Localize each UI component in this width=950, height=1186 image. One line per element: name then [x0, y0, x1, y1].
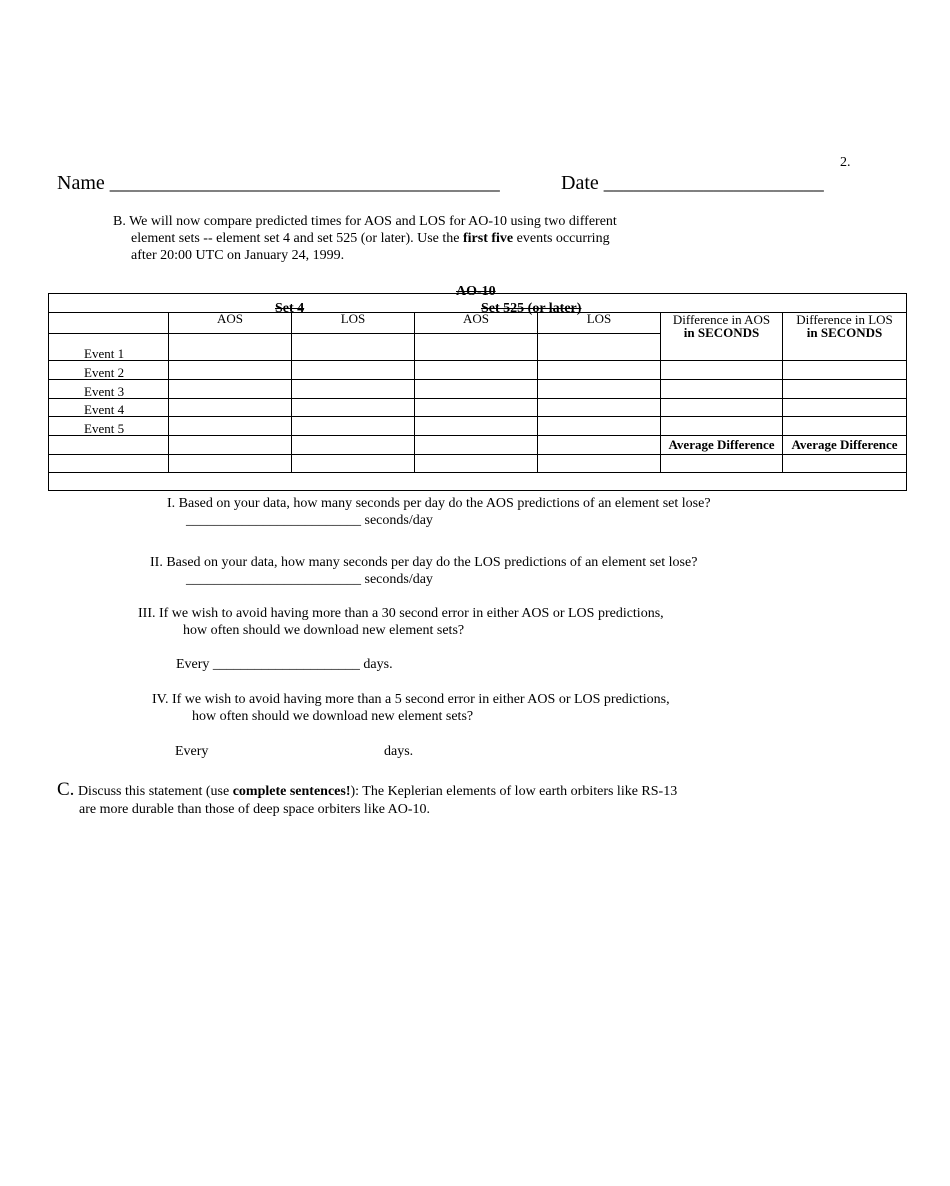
data-cell[interactable] [661, 417, 783, 436]
data-cell[interactable] [538, 399, 661, 417]
table-row [49, 417, 907, 436]
data-cell[interactable] [169, 399, 292, 417]
data-cell[interactable] [661, 380, 783, 399]
data-cell[interactable] [661, 399, 783, 417]
section-c-line1 [57, 781, 677, 801]
avg-aos-label: Average Difference [661, 436, 783, 455]
data-cell[interactable] [538, 436, 661, 455]
data-cell[interactable] [292, 334, 415, 361]
data-cell[interactable] [415, 455, 538, 473]
date-label: Date [561, 172, 599, 194]
diff-los-line2: in SECONDS [806, 325, 883, 340]
question-3-line2: how often should we download new element sets? [183, 623, 465, 638]
table-row [49, 436, 907, 455]
table-row [49, 455, 907, 473]
data-cell[interactable] [169, 417, 292, 436]
question-4-line2: how often should we download new element sets? [192, 709, 474, 724]
table-row [49, 399, 907, 417]
data-cell[interactable] [169, 361, 292, 380]
table-row [49, 380, 907, 399]
data-cell[interactable] [661, 361, 783, 380]
diff-aos-line2: in SECONDS [683, 325, 760, 340]
section-c-line1b: ): The Keplerian elements of low earth orbiters like RS-13 [350, 784, 678, 799]
question-2: II. Based on your data, how many seconds per day do the LOS predictions of an element set lose? [150, 555, 698, 570]
section-b-line2b: events occurring [513, 231, 610, 246]
data-cell[interactable] [169, 455, 292, 473]
date-field[interactable] [561, 172, 824, 195]
data-cell[interactable] [783, 380, 907, 399]
data-cell[interactable] [169, 380, 292, 399]
table-row [49, 473, 907, 491]
section-b-line2a: element sets -- element set 4 and set 525 (or later). Use the [131, 231, 463, 246]
data-cell[interactable] [49, 436, 169, 455]
question-4-every: Every [175, 744, 209, 759]
data-cell[interactable] [415, 417, 538, 436]
diff-aos-line1: Difference in AOS [672, 312, 771, 327]
data-cell[interactable] [783, 399, 907, 417]
question-3-answer[interactable]: Every _____________________ days. [176, 657, 393, 672]
date-blank[interactable]: ______________________ [603, 172, 824, 194]
diff-los-header [783, 313, 907, 361]
section-b-line1: B. We will now compare predicted times for AOS and LOS for AO-10 using two different [113, 214, 617, 229]
question-1: I. Based on your data, how many seconds per day do the AOS predictions of an element set lose? [167, 496, 711, 511]
diff-aos-header [661, 313, 783, 361]
set4-aos-header: AOS [169, 313, 292, 334]
section-b-line2 [113, 230, 617, 247]
table-header-row [49, 313, 907, 334]
question-4: IV. If we wish to avoid having more than a 5 second error in either AOS or LOS predictions, [152, 692, 670, 707]
table-title: AO-10 [456, 284, 496, 299]
data-cell[interactable] [538, 417, 661, 436]
header-empty-cell [49, 313, 169, 334]
data-cell[interactable] [169, 334, 292, 361]
section-c-letter: C. [57, 779, 75, 800]
table-bottom-cell [49, 473, 907, 491]
section-b-instructions [113, 213, 617, 264]
event-label: Event 4 [49, 399, 169, 417]
event-label: Event 2 [49, 361, 169, 380]
data-cell[interactable] [292, 417, 415, 436]
section-c-bold: complete sentences! [232, 784, 351, 799]
ao10-data-table [48, 293, 907, 491]
name-field[interactable] [57, 172, 500, 195]
table-row [49, 361, 907, 380]
section-c [57, 781, 677, 819]
question-3: III. If we wish to avoid having more than a 30 second error in either AOS or LOS predictions, [138, 606, 664, 621]
data-cell[interactable] [292, 455, 415, 473]
data-cell[interactable] [783, 361, 907, 380]
data-cell[interactable] [538, 380, 661, 399]
section-b-bold: first five [463, 231, 514, 246]
set525-label: Set 525 (or later) [481, 301, 582, 316]
set4-los-header: LOS [292, 313, 415, 334]
section-c-line2: are more durable than those of deep space orbiters like AO-10. [79, 802, 431, 817]
event-label: Event 1 [49, 334, 169, 361]
diff-los-line1: Difference in LOS [796, 312, 893, 327]
avg-aos-value[interactable] [661, 455, 783, 473]
data-cell[interactable] [538, 361, 661, 380]
set525-los-header: LOS [538, 313, 661, 334]
page-number: 2. [840, 155, 851, 170]
data-cell[interactable] [49, 455, 169, 473]
event-label: Event 5 [49, 417, 169, 436]
data-cell[interactable] [415, 436, 538, 455]
data-cell[interactable] [538, 455, 661, 473]
set525-aos-header: AOS [415, 313, 538, 334]
question-4-days: days. [384, 744, 414, 759]
question-2-answer[interactable]: _________________________ seconds/day [186, 572, 433, 587]
data-cell[interactable] [292, 380, 415, 399]
data-cell[interactable] [783, 417, 907, 436]
data-cell[interactable] [415, 334, 538, 361]
avg-los-value[interactable] [783, 455, 907, 473]
section-b-line3: after 20:00 UTC on January 24, 1999. [131, 248, 345, 263]
data-cell[interactable] [415, 399, 538, 417]
data-cell[interactable] [415, 361, 538, 380]
data-cell[interactable] [415, 380, 538, 399]
event-label: Event 3 [49, 380, 169, 399]
name-label: Name [57, 172, 105, 194]
section-c-line1a: Discuss this statement (use [74, 784, 233, 799]
question-1-answer[interactable]: _________________________ seconds/day [186, 513, 433, 528]
data-cell[interactable] [169, 436, 292, 455]
name-blank[interactable]: _______________________________________ [109, 172, 500, 194]
data-cell[interactable] [292, 399, 415, 417]
data-cell[interactable] [292, 361, 415, 380]
data-cell[interactable] [538, 334, 661, 361]
set4-label: Set 4 [275, 301, 305, 316]
data-cell[interactable] [292, 436, 415, 455]
avg-los-label: Average Difference [783, 436, 907, 455]
